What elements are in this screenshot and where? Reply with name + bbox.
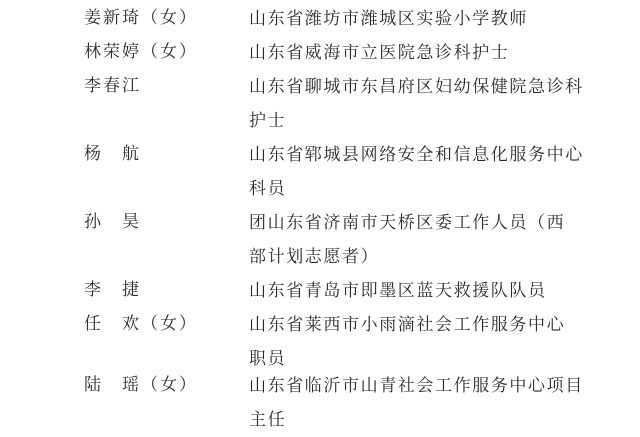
affiliation-line: 护士 — [249, 111, 287, 131]
person-affiliation — [249, 138, 619, 206]
affiliation-line: 科员 — [249, 179, 287, 199]
person-affiliation — [249, 274, 619, 308]
affiliation-line: 山东省临沂市山青社会工作服务中心项目 — [249, 376, 584, 396]
person-name: 陆 瑶（女） — [84, 375, 198, 395]
person-affiliation — [249, 308, 619, 376]
affiliation-line: 山东省郓城县网络安全和信息化服务中心 — [249, 145, 584, 165]
affiliation-line: 职员 — [249, 349, 287, 369]
person-affiliation — [249, 70, 619, 138]
person-name: 林荣婷（女） — [84, 42, 198, 62]
person-affiliation — [249, 206, 619, 274]
person-name: 任 欢（女） — [84, 314, 198, 334]
affiliation-line: 山东省潍坊市潍城区实验小学教师 — [249, 9, 528, 29]
affiliation-line: 主任 — [249, 410, 287, 430]
person-affiliation — [249, 2, 619, 36]
person-name: 姜新琦（女） — [84, 8, 198, 28]
affiliation-line: 山东省聊城市东昌府区妇幼保健院急诊科 — [249, 77, 584, 97]
person-affiliation — [249, 36, 619, 70]
person-name: 李 捷 — [84, 280, 141, 300]
person-name: 孙 昊 — [84, 212, 141, 232]
person-name: 杨 航 — [84, 144, 141, 164]
person-name: 李春江 — [84, 76, 141, 96]
affiliation-line: 山东省青岛市即墨区蓝天救援队队员 — [249, 281, 547, 301]
affiliation-line: 部计划志愿者） — [249, 247, 380, 267]
affiliation-line: 团山东省济南市天桥区委工作人员（西 — [249, 213, 566, 233]
affiliation-line: 山东省莱西市小雨滴社会工作服务中心 — [249, 315, 566, 335]
person-affiliation — [249, 369, 619, 437]
affiliation-line: 山东省威海市立医院急诊科护士 — [249, 43, 510, 63]
